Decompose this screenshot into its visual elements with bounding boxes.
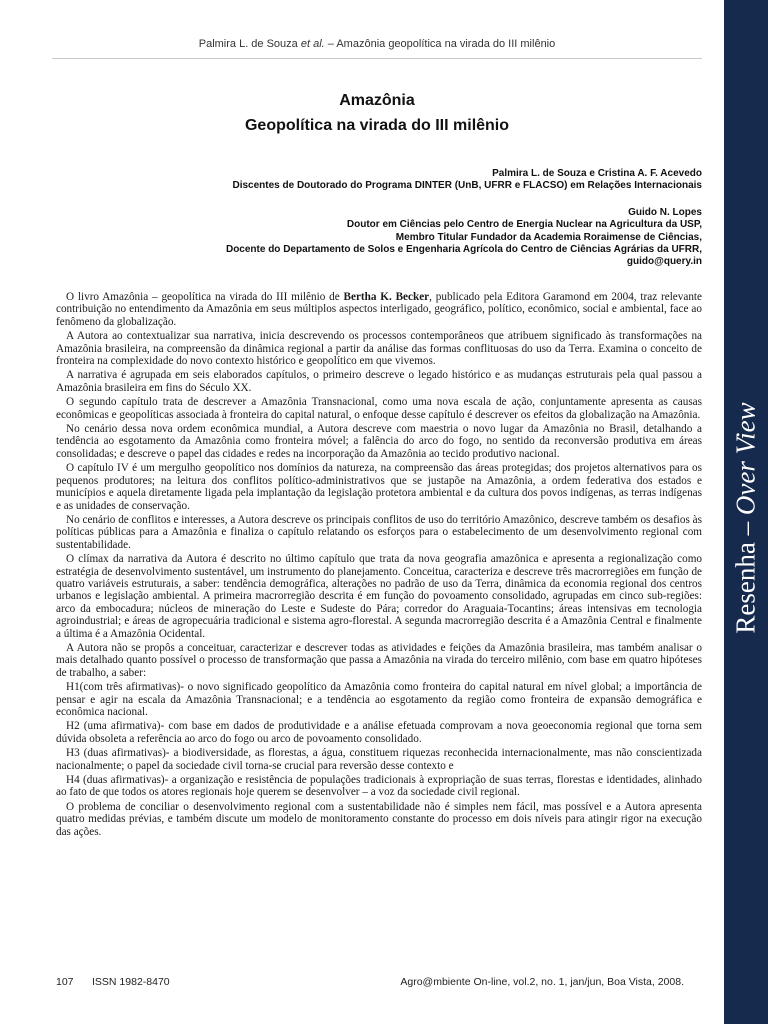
paragraph-h4: H4 (duas afirmativas)- a organização e resistência de populações tradicionais à expropriação de suas terras, florestas e identidades, alinhado ao fato de que todos os atores regionais hoje querem se desenvolver – a voz da sociedade civil regional. [56,774,702,799]
section-label-overview: Over View [730,402,761,516]
issn: ISSN 1982-8470 [92,976,170,988]
paragraph-2: A Autora ao contextualizar sua narrativa, inicia descrevendo os processos contemporâneos que atribuem significado às transformações na Amazônia brasileira, na compreensão da dinâmica regional a partir da análise das formas conflituosas do uso da Terra. Examina o conceito de fronteira na complexidade do novo contexto histórico e geopolítico em que vivemos. [56,330,702,368]
paragraph-9: A Autora não se propôs a conceituar, caracterizar e descrever todas as atividades e feições da Amazônia brasileira, mas também analisar o mais detalhado quanto possível o processo de transformação que passa a Amazônia na virada do terceiro milênio, com base em quatro hipóteses de trabalho, a saber: [56,641,702,679]
author-affiliation-2b: Membro Titular Fundador da Academia Roraimense de Ciências, [395,231,702,243]
paragraph-h3: H3 (duas afirmativas)- a biodiversidade, as florestas, a água, constituem riquezas reconhecida internacionalmente, mas não conscientizada nacionalmente; o papel da sociedade civil torna-se crucial para reversão desse contexto e [56,747,702,772]
book-author-name: Bertha K. Becker [343,291,430,303]
header-title: – Amazônia geopolítica na virada do III milênio [324,38,556,50]
paragraph-1-text-b: , publicado pela Editora Garamond em 2004, traz relevante contribuição no entendimento da Amazônia em seus múltiplos aspectos interligado, geográfico, político, econômico, social e ambiental, face ao fenômeno da globalização. [56,291,702,328]
article-title [52,88,702,138]
journal-reference: Agro@mbiente On-line, vol.2, no. 1, jan/jun, Boa Vista, 2008. [400,976,684,988]
paragraph-1 [56,291,702,328]
author-email: guido@query.in [626,256,702,268]
author-affiliation-2c: Docente do Departamento de Solos e Engenharia Agrícola do Centro de Ciências Agrárias da UFRR, [225,244,702,256]
paragraph-1-text-a: O livro Amazônia – geopolítica na virada do III milênio de [66,291,344,303]
title-line-1: Amazônia [339,92,415,109]
title-line-2: Geopolítica na virada do III milênio [244,117,510,134]
paragraph-h1: H1(com três afirmativas)- o novo significado geopolítico da Amazônia como fronteira do capital natural em nível global; a importância de pensar e agir na escala da Amazônia Transnacional; e a tendência ao esgotamento da região como fronteira de expansão demográfica e econômica nacional. [56,681,702,718]
author-affiliation-1: Discentes de Doutorado do Programa DINTER (UnB, UFRR e FLACSO) em Relações Internacionais [232,180,702,192]
header-authors: Palmira L. de Souza [198,38,298,50]
header-etal: et al. [300,38,325,50]
authors-block [62,168,702,269]
paragraph-conclusion: O problema de conciliar o desenvolvimento regional com a sustentabilidade não é simples nem fácil, mas possível e a Autora apresenta quatro medidas prévias, e também discute um modelo de monitoramento constante do processo em dois níveis para atingir rigor na execução das ações. [56,800,702,838]
paragraph-4: O segundo capítulo trata de descrever a Amazônia Transnacional, como uma nova escala de ação, conjuntamente apresenta as causas econômicas e geopolíticas associada à fronteira do capital natural, o enfoque desse capítulo é descrever os efeitos da globalização na Amazônia. [56,396,702,421]
paragraph-6: O capítulo IV é um mergulho geopolítico nos domínios da natureza, na compreensão das áreas protegidas; dos projetos alternativos para os pequenos produtores; na leitura dos conflitos político-administrativos que se justapõe na Amazônia, a ordem federativa dos estados e municípios e aquela diretamente ligada pela implantação da legislação protetora ambiental e da cultura dos povos indígenas, as terras indígenas e as unidades de conservação. [56,462,702,512]
author-name-2: Guido N. Lopes [628,206,702,218]
paragraph-7: No cenário de conflitos e interesses, a Autora descreve os principais conflitos de uso do território Amazônico, descreve também os desafios às políticas públicas para a Amazônia e finaliza o capítulo relatando os esforços para o estabelecimento de um desenvolvimento regional com sustentabilidade. [56,513,702,551]
section-label-resenha: Resenha – [730,515,761,634]
article-body [56,291,702,840]
paragraph-8: O clímax da narrativa da Autora é descrito no último capítulo que trata da nova geografia amazônica e apresenta a regionalização como estratégia de desenvolvimento sustentável, um instrumento do planejamento. Conceitua, caracteriza e descreve três macrorregiões em função de quatro variáveis estruturais, a saber: tendência demográfica, alterações no padrão de uso da Terra, dinâmica da economia regional dos centros urbanos e legislação ambiental. A primeira macrorregião descrita é em função do povoamento consolidado, agrupadas em cinco sub-regiões: arco da embocadura; núcleos de mineração do Leste e Sudeste do Pára; corredor do Araguaia-Tocantins; áreas intensivas em tecnologia agroindustrial; e áreas de agropecuária tradicional e sistema agro-florestal. A segunda macrorregião descrita é a Amazônia Central e finalmente a última é a Amazônia Ocidental. [56,553,702,640]
paragraph-5: No cenário dessa nova ordem econômica mundial, a Autora descreve com maestria o novo lugar da Amazônia no Brasil, detalhando a tendência ao esgotamento da Amazônia como fronteira móvel; a falência do arco do fogo, no sentido da reconversão produtiva em áreas consolidadas; e descreve o papel das cidades e redes na incorporação da Amazônia ao tecido produtivo nacional. [56,423,702,460]
author-affiliation-2a: Doutor em Ciências pelo Centro de Energia Nuclear na Agricultura da USP, [346,219,702,231]
paragraph-h2: H2 (uma afirmativa)- com base em dados de produtividade e a análise efetuada comprovam a nova geoeconomia regional que torna sem dúvida obsoleta a referência ao arco do fogo ou arco de povoamento consolidado. [56,720,702,745]
page-number: 107 [56,976,74,988]
paragraph-3: A narrativa é agrupada em seis elaborados capítulos, o primeiro descreve o legado histórico e as mudanças estruturais pela qual passou a Amazônia brasileira em fins do Século XX. [56,369,702,394]
spacer [62,193,702,207]
header-rule [52,58,702,59]
section-label [731,402,762,633]
running-header [52,38,702,50]
author-names-1: Palmira L. de Souza e Cristina A. F. Acevedo [492,168,702,179]
